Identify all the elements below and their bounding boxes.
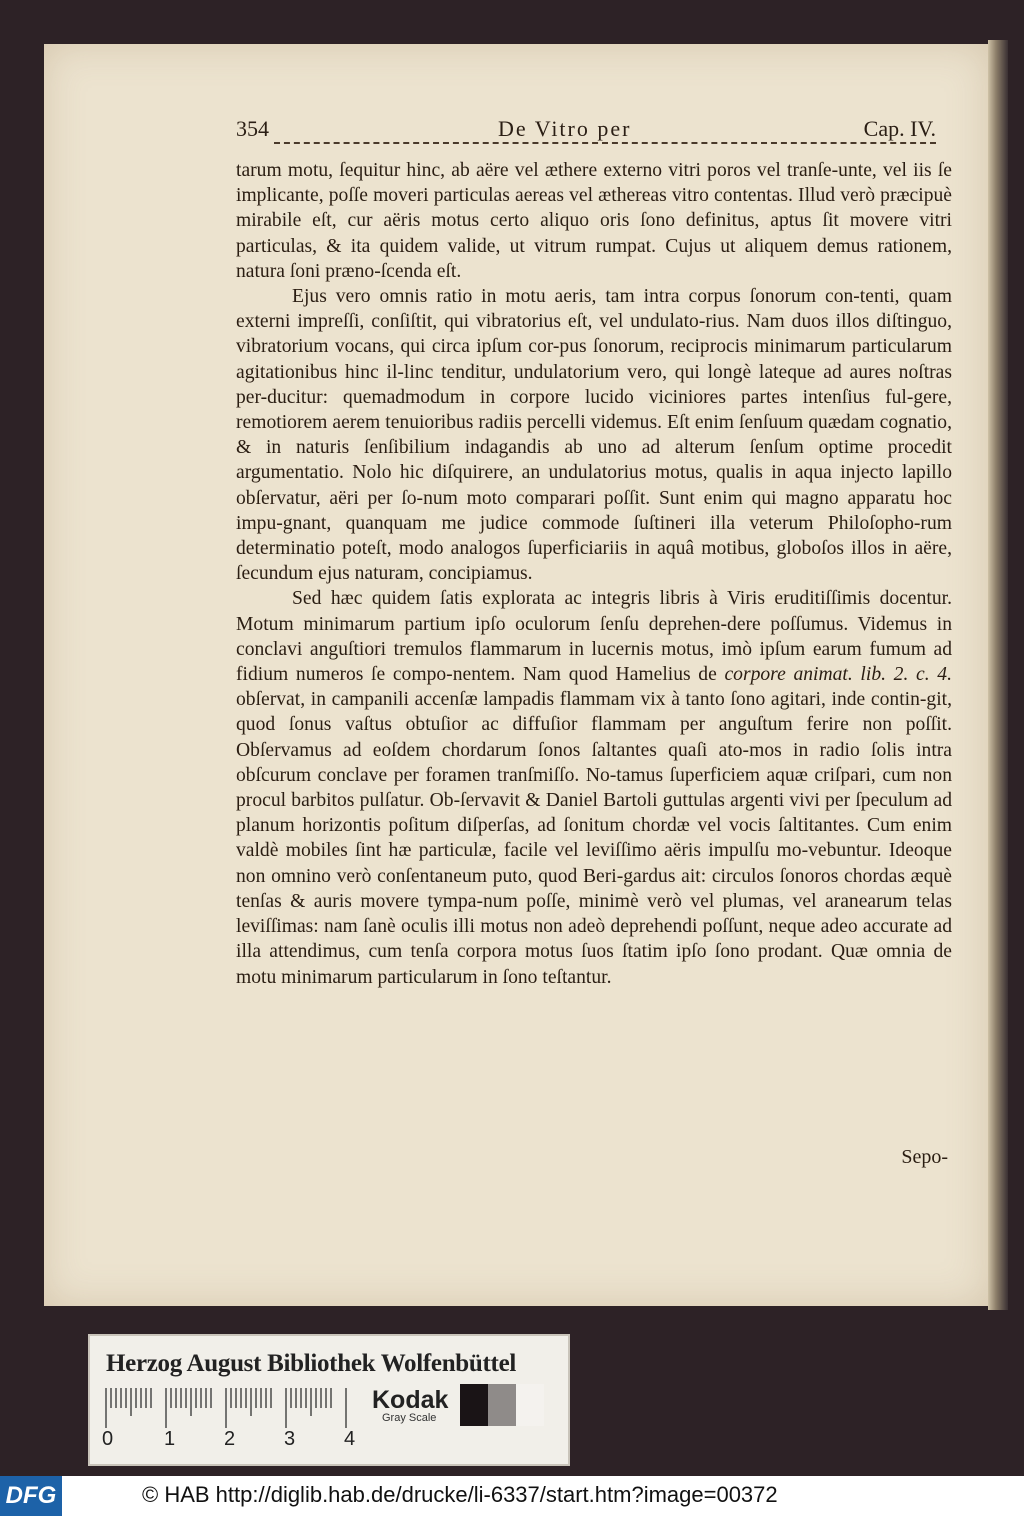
swatch-gray [488, 1384, 516, 1426]
measurement-ruler [104, 1388, 354, 1430]
library-name: Herzog August Bibliothek Wolfenbüttel [106, 1350, 517, 1377]
kodak-gray-scale-label: Gray Scale [382, 1412, 437, 1424]
paragraph-1: tarum motu, ſequitur hinc, ab aëre vel æthere externo vitri poros vel tranſe-unte, vel iis ſe implicante, poſſe moveri particulas aereas vel æthereas vitro contentas. Illud verò præcipuè mirabile eſt, cur aëris motus certo aliquo oris ſono definitus, aptus ſit movere vitri particulas, & ita quidem valide, ut vitrum rumpat. Cujus ut aliquem demus rationem, natura ſoni præno-ſcenda eſt. [236, 160, 952, 282]
body-text [236, 158, 952, 990]
swatch-white [516, 1384, 544, 1426]
citation-reference: corpore animat. lib. 2. c. 4. [724, 664, 952, 686]
dfg-logo: DFG [0, 1476, 62, 1516]
library-label-card [88, 1334, 570, 1466]
paragraph-3 [236, 586, 952, 989]
ruler-label-4: 4 [344, 1428, 356, 1450]
header-rule [274, 142, 936, 146]
ruler-label-0: 0 [102, 1428, 114, 1450]
paragraph-3-text-b: obſervat, in campanili accenſæ lampadis flammam vix à tanto ſono agitari, inde contin-git, quod ſonus vaſtus obtuſior ac diffuſior flammam per anguſtum ferire non poſſit. Obſervamus ad eoſdem chordarum ſonos ſaltantes quaſi ato-mos in radio ſolis intra obſcurum conclave per foramen tranſmiſſo. No-tamus ſuperficiem aquæ criſpari, cum non procul barbitos pulſatur. Ob-ſervavit & Daniel Bartoli guttulas argenti vivi per ſpeculum ad planum horizontis poſitum diſperſas, ad ſonitum chordæ vel vocis ſaltitantes. Cum enim valdè mobiles ſint hæ particulæ, facile vel leviſſimo aëris impulſu mo-vebuntur. Ideoque non omnino verò conſentaneum puto, quod Beri-gardus ait: circulos ſonoros chordas æquè tenſas & auris movere tympa-num poſſe, minimè verò vel plumas, vel aranearum telas leviſſimas: nam ſanè oculis illi motus non adeò deprehendi poſſunt, neque adeo accurate ad illa attendimus, cum tenſa corpora motus ſuos ſtatim ipſo ſono prodant. Quæ omnia de motu minimarum particularum in ſono teſtantur. [236, 689, 952, 988]
catchword: Sepo- [901, 1146, 948, 1168]
chapter-label: Cap. IV. [863, 116, 936, 141]
page-header [236, 112, 936, 148]
page-edge [988, 40, 1008, 1310]
running-title: De Vitro per [498, 116, 632, 141]
kodak-logo [372, 1386, 448, 1424]
ruler-label-1: 1 [164, 1428, 176, 1450]
paragraph-3-text-a: Sed hæc quidem ſatis explorata ac integris libris à Viris eruditiſſimis docentur. Motum minimarum partium ipſo oculorum ſenſu deprehen-dere poſſumus. Videmus in conclavi anguſtiori tremulos flammarum in lucernis motus, imò ipſum earum fumum ad fidium numeros ſe compo-nentem. Nam quod Hamelius de [236, 588, 952, 686]
kodak-brand: Kodak [372, 1386, 449, 1414]
ruler-label-2: 2 [224, 1428, 236, 1450]
gray-scale-swatches [460, 1384, 544, 1426]
page-number: 354 [236, 116, 269, 141]
swatch-black [460, 1384, 488, 1426]
footer-bar [0, 1476, 1024, 1516]
paragraph-2: Ejus vero omnis ratio in motu aeris, tam intra corpus ſonorum con-tenti, quam externi impreſſi, conſiſtit, qui vibratorius eſt, vel undulato-rius. Nam duos illos diſtinguo, vibratorium vocans, qui circa ipſum cor-pus ſonorum, reciprocis minimarum particularum agitationibus hinc il-linc tenditur, undulatorium vero, qui longè lateque ad aures noſtras per-ducitur: quemadmodum in corpore lucido viciniores partes intenſius ful-gere, remotiorem aerem tenuioribus radiis percelli videmus. Eſt enim ſenſuum quædam cognatio, & in naturis ſenſibilium indagandis ab uno ad alterum ſenſum optime procedit argumentatio. Nolo hic diſquirere, an undulatorius motus, qualis in aqua injecto lapillo obſervatur, aëri per ſo-num moto comparari poſſit. Sunt enim qui magno apparatu hoc impu-gnant, quanquam me judice commode ſuſtineri illa veterum Philoſopho-rum determinatio poteſt, modo analogos ſuperficiariis in aquâ motibus, globoſos illos in aëre, ſecundum ejus naturam, concipiamus. [236, 286, 952, 585]
ruler-labels [98, 1428, 368, 1452]
ruler-label-3: 3 [284, 1428, 296, 1450]
copyright-url[interactable]: © HAB http://diglib.hab.de/drucke/li-6337/start.htm?image=00372 [142, 1482, 778, 1507]
